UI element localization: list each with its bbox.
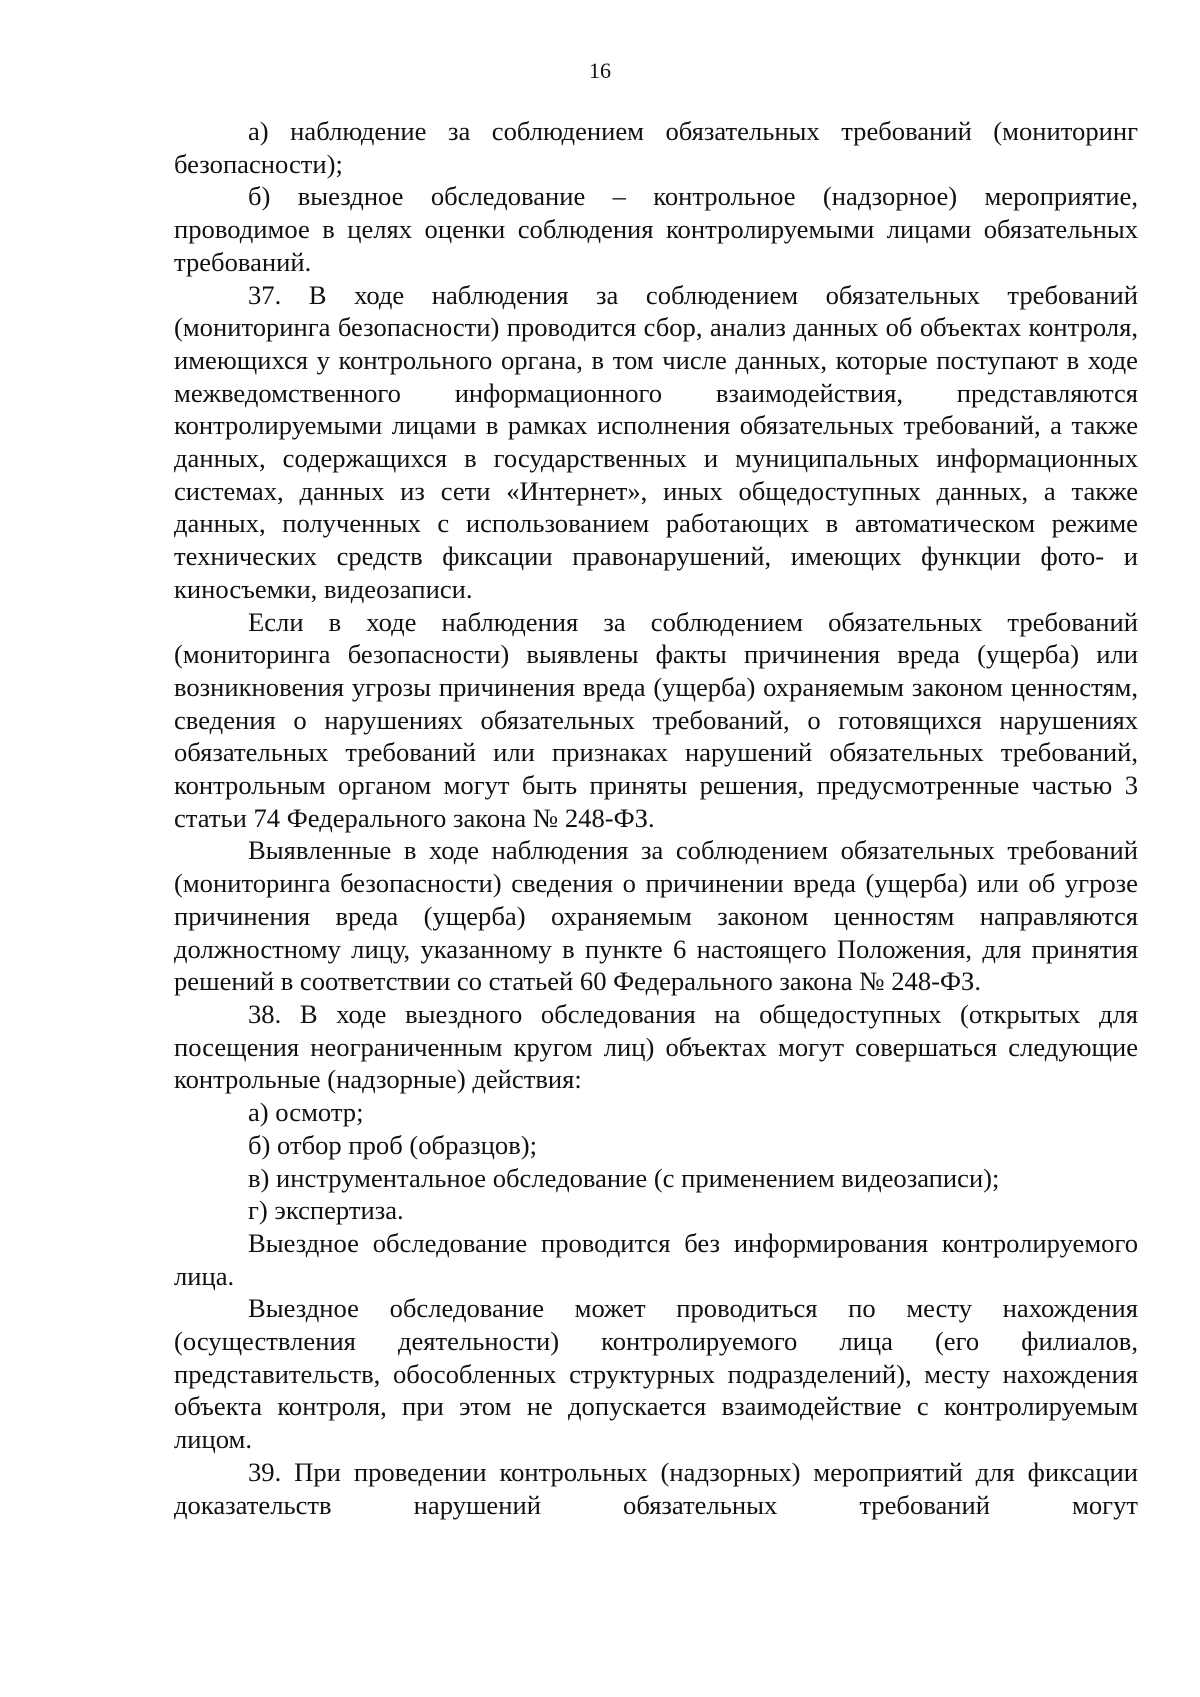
- list-item-instrumental-survey: в) инструментальное обследование (с применением видеозаписи);: [248, 1162, 1000, 1193]
- paragraph-clause-39: 39. При проведении контрольных (надзорных) мероприятий для фиксации доказательств нарушений обязательных требований могут: [174, 1456, 1138, 1520]
- page-number: 16: [589, 58, 611, 83]
- paragraph-inspection-location: Выездное обследование может проводиться по месту нахождения (осуществления деятельности) контролируемого лица (его филиалов, представительств, обособленных структурных подразделений), месту нахождения объекта контроля, при этом не допускается взаимодействие с контролируемым лицом.: [174, 1293, 1138, 1455]
- list-item-inspection: а) осмотр;: [248, 1097, 364, 1128]
- paragraph-clause-37: 37. В ходе наблюдения за соблюдением обязательных требований (мониторинга безопасности) проводится сбор, анализ данных об объектах контроля, имеющихся у контрольного органа, в том числе данных, которые поступают в ходе межведомственного информационного взаимодействия, представляются контролируемыми лицами в рамках исполнения обязательных требований, а также данных, содержащихся в государственных и муниципальных информационных системах, данных из сети «Интернет», иных общедоступных данных, а также данных, полученных с использованием работающих в автоматическом режиме технических средств фиксации правонарушений, имеющих функции фото- и киносъемки, видеозаписи.: [174, 279, 1138, 604]
- list-item-sampling: б) отбор проб (образцов);: [248, 1129, 537, 1160]
- paragraph-monitoring-findings: Выявленные в ходе наблюдения за соблюдением обязательных требований (мониторинга безопасности) сведения о причинении вреда (ущерба) или об угрозе причинения вреда (ущерба) охраняемым законом ценностям направляются должностному лицу, указанному в пункте 6 настоящего Положения, для принятия решений в соответствии со статьей 60 Федерального закона № 248-ФЗ.: [174, 835, 1138, 997]
- paragraph-no-notification: Выездное обследование проводится без информирования контролируемого лица.: [174, 1227, 1138, 1291]
- paragraph-monitoring-item-a: а) наблюдение за соблюдением обязательных требований (мониторинг безопасности);: [174, 116, 1138, 179]
- list-item-expertise: г) экспертиза.: [248, 1195, 404, 1226]
- document-body: [174, 115, 1138, 1521]
- paragraph-monitoring-violations: Если в ходе наблюдения за соблюдением обязательных требований (мониторинга безопасности) выявлены факты причинения вреда (ущерба) или возникновения угрозы причинения вреда (ущерба) охраняемым законом ценностям, сведения о нарушениях обязательных требований, о готовящихся нарушениях обязательных требований или признаках нарушений обязательных требований, контрольным органом могут быть приняты решения, предусмотренные частью 3 статьи 74 Федерального закона № 248-ФЗ.: [174, 606, 1138, 833]
- paragraph-clause-38: 38. В ходе выездного обследования на общедоступных (открытых для посещения неограниченным кругом лиц) объектах могут совершаться следующие контрольные (надзорные) действия:: [174, 998, 1138, 1095]
- paragraph-field-inspection-item-b: б) выездное обследование – контрольное (надзорное) мероприятие, проводимое в целях оценки соблюдения контролируемыми лицами обязательных требований.: [174, 181, 1138, 277]
